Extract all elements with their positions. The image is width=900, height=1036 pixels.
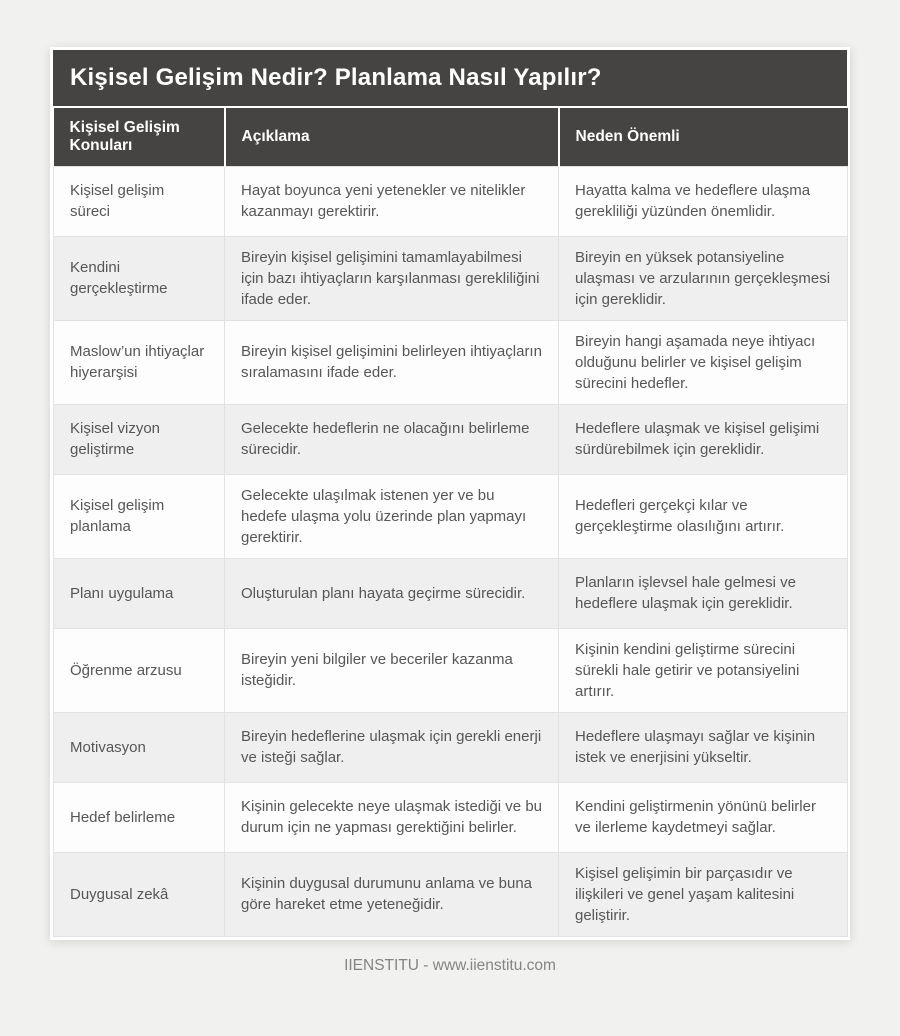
description-cell: Bireyin kişisel gelişimini belirleyen ihtiyaçların sıralamasını ifade eder. (225, 320, 559, 404)
table-header-row (54, 108, 848, 166)
column-header-topics: Kişisel Gelişim Konuları (54, 108, 225, 166)
table-row (54, 558, 848, 628)
description-cell: Kişinin gelecekte neye ulaşmak istediği ve bu durum için ne yapması gerektiğini belirler. (225, 782, 559, 852)
table-row (54, 474, 848, 558)
importance-cell: Hedeflere ulaşmak ve kişisel gelişimi sürdürebilmek için gereklidir. (559, 404, 848, 474)
description-cell: Gelecekte ulaşılmak istenen yer ve bu hedefe ulaşma yolu üzerinde plan yapmayı gerektirir. (225, 474, 559, 558)
topic-cell: Kişisel gelişim süreci (54, 166, 225, 236)
personal-development-table (53, 108, 848, 937)
topic-cell: Kişisel gelişim planlama (54, 474, 225, 558)
table-row (54, 852, 848, 936)
importance-cell: Hedefleri gerçekçi kılar ve gerçekleştirme olasılığını artırır. (559, 474, 848, 558)
personal-development-table-card (50, 47, 850, 940)
importance-cell: Hedeflere ulaşmayı sağlar ve kişinin istek ve enerjisini yükseltir. (559, 712, 848, 782)
description-cell: Kişinin duygusal durumunu anlama ve buna göre hareket etme yeteneğidir. (225, 852, 559, 936)
importance-cell: Planların işlevsel hale gelmesi ve hedeflere ulaşmak için gereklidir. (559, 558, 848, 628)
column-header-description: Açıklama (225, 108, 559, 166)
table-row (54, 782, 848, 852)
importance-cell: Kişisel gelişimin bir parçasıdır ve ilişkileri ve genel yaşam kalitesini geliştirir. (559, 852, 848, 936)
footer-credit: IIENSTITU - www.iienstitu.com (344, 956, 556, 974)
footer (0, 957, 900, 975)
topic-cell: Duygusal zekâ (54, 852, 225, 936)
importance-cell: Bireyin hangi aşamada neye ihtiyacı olduğunu belirler ve kişisel gelişim sürecini hedefler. (559, 320, 848, 404)
table-row (54, 712, 848, 782)
table-row (54, 236, 848, 320)
importance-cell: Bireyin en yüksek potansiyeline ulaşması ve arzularının gerçekleşmesi için gereklidir. (559, 236, 848, 320)
topic-cell: Kendini gerçekleştirme (54, 236, 225, 320)
description-cell: Bireyin yeni bilgiler ve beceriler kazanma isteğidir. (225, 628, 559, 712)
description-cell: Bireyin hedeflerine ulaşmak için gerekli enerji ve isteği sağlar. (225, 712, 559, 782)
table-row (54, 628, 848, 712)
importance-cell: Kişinin kendini geliştirme sürecini sürekli hale getirir ve potansiyelini artırır. (559, 628, 848, 712)
table-row (54, 320, 848, 404)
description-cell: Hayat boyunca yeni yetenekler ve nitelikler kazanmayı gerektirir. (225, 166, 559, 236)
description-cell: Gelecekte hedeflerin ne olacağını belirleme sürecidir. (225, 404, 559, 474)
description-cell: Oluşturulan planı hayata geçirme sürecidir. (225, 558, 559, 628)
topic-cell: Maslow’un ihtiyaçlar hiyerarşisi (54, 320, 225, 404)
topic-cell: Hedef belirleme (54, 782, 225, 852)
page-title: Kişisel Gelişim Nedir? Planlama Nasıl Yapılır? (70, 64, 602, 91)
importance-cell: Kendini geliştirmenin yönünü belirler ve ilerleme kaydetmeyi sağlar. (559, 782, 848, 852)
table-row (54, 404, 848, 474)
topic-cell: Kişisel vizyon geliştirme (54, 404, 225, 474)
topic-cell: Öğrenme arzusu (54, 628, 225, 712)
topic-cell: Planı uygulama (54, 558, 225, 628)
table-title-bar (53, 50, 847, 106)
importance-cell: Hayatta kalma ve hedeflere ulaşma gerekliliği yüzünden önemlidir. (559, 166, 848, 236)
topic-cell: Motivasyon (54, 712, 225, 782)
column-header-importance: Neden Önemli (559, 108, 848, 166)
table-row (54, 166, 848, 236)
description-cell: Bireyin kişisel gelişimini tamamlayabilmesi için bazı ihtiyaçların karşılanması gerekliliğini ifade eder. (225, 236, 559, 320)
